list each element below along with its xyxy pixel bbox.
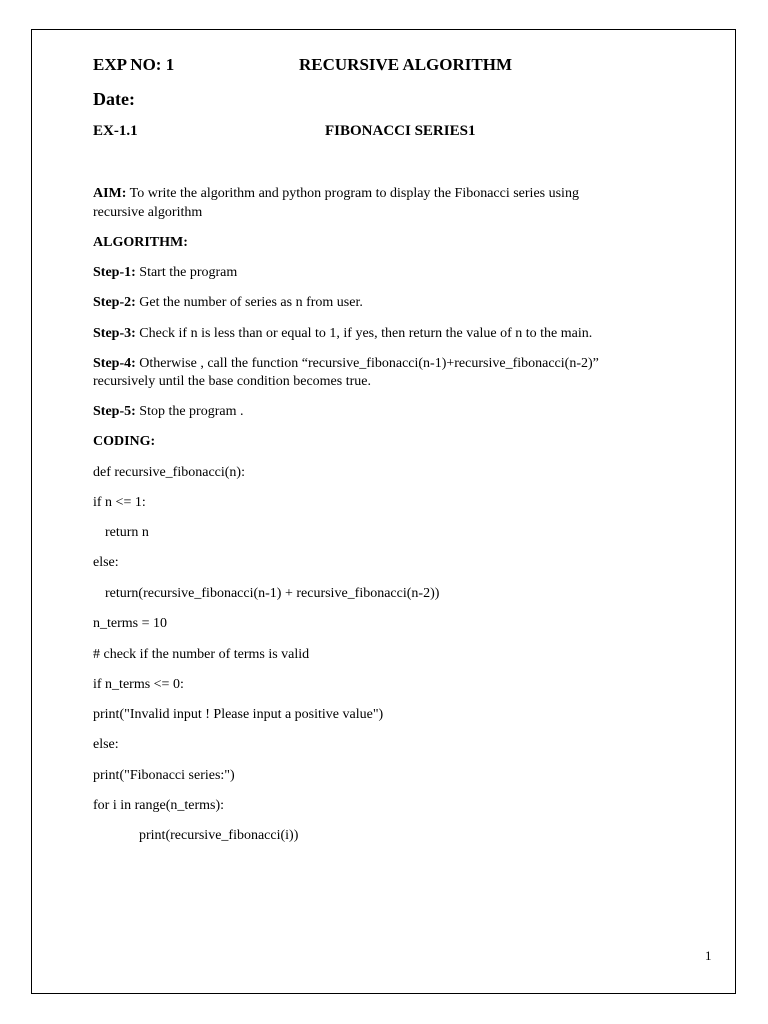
- page-title: RECURSIVE ALGORITHM: [299, 55, 513, 74]
- code-line: else:: [93, 737, 119, 752]
- exercise-number: EX-1.1: [93, 123, 138, 139]
- code-line: # check if the number of terms is valid: [93, 647, 310, 662]
- step-4: [93, 356, 599, 372]
- step-label: Step-5:: [93, 404, 136, 419]
- date-label: Date:: [93, 89, 135, 109]
- code-line: else:: [93, 555, 119, 570]
- code-line: return n: [105, 525, 149, 540]
- step-text: Otherwise , call the function “recursive_fibonacci(n-1)+recursive_fibonacci(n-2)”: [135, 356, 599, 371]
- code-line: def recursive_fibonacci(n):: [93, 465, 245, 480]
- step-3: [93, 326, 592, 342]
- aim-line-1: [93, 186, 579, 202]
- step-label: Step-4:: [93, 356, 136, 371]
- step-text: Stop the program .: [135, 404, 244, 419]
- code-line: if n <= 1:: [93, 495, 146, 510]
- step-label: Step-2:: [93, 295, 136, 310]
- code-line: print("Invalid input ! Please input a positive value"): [93, 707, 384, 722]
- exercise-title: FIBONACCI SERIES1: [325, 123, 476, 139]
- aim-label: AIM:: [93, 186, 127, 201]
- aim-text: To write the algorithm and python program to display the Fibonacci series using: [126, 186, 579, 201]
- code-line: return(recursive_fibonacci(n-1) + recursive_fibonacci(n-2)): [105, 586, 440, 601]
- step-text: Check if n is less than or equal to 1, if yes, then return the value of n to the main.: [135, 326, 593, 341]
- aim-line-2: recursive algorithm: [93, 205, 203, 220]
- step-5: [93, 404, 244, 420]
- algorithm-heading: ALGORITHM:: [93, 235, 188, 250]
- code-line: for i in range(n_terms):: [93, 798, 225, 813]
- page-number: 1: [705, 948, 712, 963]
- step-text: Get the number of series as n from user.: [135, 295, 363, 310]
- step-label: Step-1:: [93, 265, 136, 280]
- coding-heading: CODING:: [93, 434, 156, 449]
- exp-number: EXP NO: 1: [93, 55, 175, 74]
- code-line: n_terms = 10: [93, 616, 167, 631]
- step-2: [93, 295, 363, 311]
- page-border: [31, 29, 736, 994]
- code-line: if n_terms <= 0:: [93, 677, 184, 692]
- code-line: print(recursive_fibonacci(i)): [139, 828, 299, 843]
- step-text: Start the program: [135, 265, 238, 280]
- step-1: [93, 265, 237, 281]
- code-line: print("Fibonacci series:"): [93, 768, 235, 783]
- step-label: Step-3:: [93, 326, 136, 341]
- step-4-continued: recursively until the base condition becomes true.: [93, 374, 371, 389]
